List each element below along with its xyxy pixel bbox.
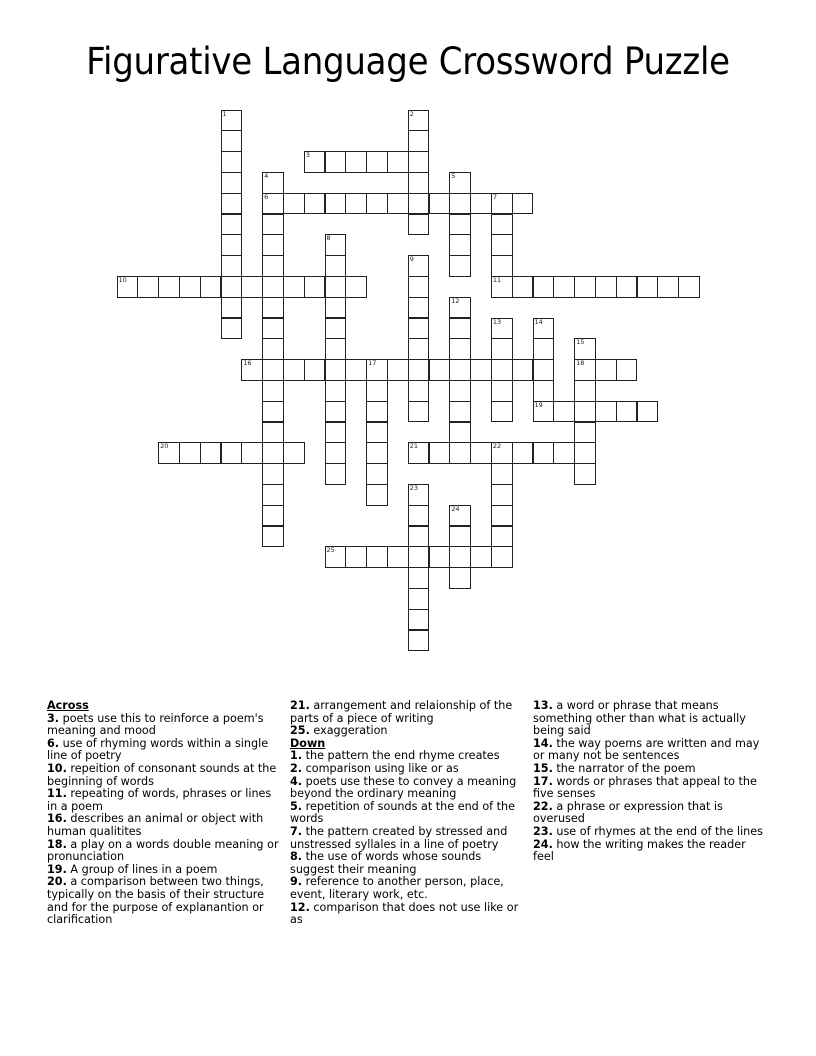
- clue-number: 24: [451, 504, 460, 513]
- clue-number: 8: [326, 234, 331, 243]
- grid-cell[interactable]: [325, 546, 347, 568]
- grid-cell[interactable]: [637, 276, 659, 298]
- grid-cell[interactable]: [408, 526, 430, 548]
- clue-number-label: 24.: [533, 837, 553, 851]
- clue-text: a phrase or expression that is overused: [533, 799, 723, 826]
- grid-cell[interactable]: [491, 276, 513, 298]
- clue-number-label: 14.: [533, 736, 553, 750]
- grid-cell[interactable]: [449, 526, 471, 548]
- clue-number-label: 22.: [533, 799, 553, 813]
- grid-cell[interactable]: [408, 546, 430, 568]
- grid-cell[interactable]: [408, 214, 430, 236]
- grid-cell[interactable]: [262, 338, 284, 360]
- clue-number-label: 8.: [290, 850, 303, 864]
- grid-cell[interactable]: [158, 442, 180, 464]
- across-clue: [290, 700, 522, 725]
- grid-cell[interactable]: [325, 234, 347, 256]
- clue-text: poets use this to reinforce a poem's meaning and mood: [47, 711, 264, 738]
- grid-cell[interactable]: [325, 401, 347, 423]
- grid-cell[interactable]: [345, 151, 367, 173]
- grid-cell[interactable]: [533, 359, 555, 381]
- grid-cell[interactable]: [408, 401, 430, 423]
- grid-cell[interactable]: [616, 359, 638, 381]
- grid-cell[interactable]: [512, 193, 534, 215]
- clue-text: comparison using like or as: [302, 761, 459, 775]
- grid-cell[interactable]: [449, 214, 471, 236]
- clue-text: a word or phrase that means something other than what is actually being said: [533, 699, 746, 738]
- clue-number: 2: [409, 109, 414, 118]
- grid-cell[interactable]: [408, 151, 430, 173]
- grid-cell[interactable]: [449, 193, 471, 215]
- clue-number: 12: [451, 296, 460, 305]
- across-clue: [47, 876, 279, 926]
- grid-cell[interactable]: [637, 401, 659, 423]
- grid-cell[interactable]: [262, 401, 284, 423]
- grid-cell[interactable]: [262, 442, 284, 464]
- grid-cell[interactable]: [491, 338, 513, 360]
- grid-cell[interactable]: [491, 463, 513, 485]
- grid-cell[interactable]: [491, 484, 513, 506]
- clues-column-3: [533, 700, 765, 864]
- grid-cell[interactable]: [533, 401, 555, 423]
- grid-cell[interactable]: [387, 151, 409, 173]
- grid-cell[interactable]: [221, 130, 243, 152]
- down-clue-list-continued: [533, 700, 765, 864]
- clue-number: 21: [409, 442, 418, 451]
- clue-number: 14: [534, 317, 543, 326]
- clue-number-label: 18.: [47, 837, 67, 851]
- grid-cell[interactable]: [262, 463, 284, 485]
- clue-text: describes an animal or object with human qualitites: [47, 812, 264, 838]
- down-clue: [533, 700, 765, 738]
- down-clue: [290, 876, 522, 901]
- down-clue: [290, 776, 522, 801]
- grid-cell[interactable]: [221, 172, 243, 194]
- grid-cell[interactable]: [262, 505, 284, 527]
- clue-number-label: 11.: [47, 787, 67, 801]
- grid-cell[interactable]: [449, 234, 471, 256]
- grid-cell[interactable]: [325, 359, 347, 381]
- grid-cell[interactable]: [200, 276, 222, 298]
- clue-text: use of rhymes at the end of the lines: [552, 824, 763, 838]
- clue-number: 13: [492, 317, 502, 326]
- grid-cell[interactable]: [449, 380, 471, 402]
- grid-cell[interactable]: [366, 193, 388, 215]
- grid-cell[interactable]: [262, 359, 284, 381]
- grid-cell[interactable]: [221, 193, 243, 215]
- grid-cell[interactable]: [304, 193, 326, 215]
- grid-cell[interactable]: [262, 234, 284, 256]
- across-clue-list: [47, 713, 279, 927]
- grid-cell[interactable]: [262, 422, 284, 444]
- grid-cell[interactable]: [449, 255, 471, 277]
- grid-cell[interactable]: [449, 297, 471, 319]
- grid-cell[interactable]: [491, 234, 513, 256]
- clues-column-1: [47, 700, 279, 927]
- grid-cell[interactable]: [366, 442, 388, 464]
- grid-cell[interactable]: [345, 546, 367, 568]
- clue-text: the pattern the end rhyme creates: [302, 749, 500, 763]
- grid-cell[interactable]: [491, 546, 513, 568]
- clue-number-label: 2.: [290, 761, 303, 775]
- down-header: Down: [290, 736, 326, 750]
- grid-cell[interactable]: [325, 318, 347, 340]
- clue-number: 7: [492, 192, 498, 201]
- grid-cell[interactable]: [366, 422, 388, 444]
- grid-cell[interactable]: [221, 442, 243, 464]
- grid-cell[interactable]: [221, 110, 243, 132]
- grid-cell[interactable]: [553, 442, 575, 464]
- grid-cell[interactable]: [574, 276, 596, 298]
- grid-cell[interactable]: [429, 442, 451, 464]
- grid-cell[interactable]: [325, 151, 347, 173]
- grid-cell[interactable]: [429, 546, 451, 568]
- clue-text: exaggeration: [309, 724, 388, 738]
- grid-cell[interactable]: [595, 276, 617, 298]
- down-clue: [533, 839, 765, 864]
- grid-cell[interactable]: [429, 193, 451, 215]
- grid-cell[interactable]: [408, 276, 430, 298]
- down-clue: [290, 902, 522, 927]
- grid-cell[interactable]: [262, 318, 284, 340]
- grid-cell[interactable]: [449, 442, 471, 464]
- grid-cell[interactable]: [595, 359, 617, 381]
- grid-cell[interactable]: [221, 276, 243, 298]
- grid-cell[interactable]: [491, 505, 513, 527]
- clue-number: 6: [264, 192, 269, 201]
- clue-number-label: 10.: [47, 761, 67, 775]
- grid-cell[interactable]: [408, 172, 430, 194]
- grid-cell[interactable]: [304, 276, 326, 298]
- down-clue: [533, 776, 765, 801]
- clue-number-label: 21.: [290, 699, 310, 712]
- grid-cell[interactable]: [241, 442, 263, 464]
- grid-cell[interactable]: [449, 359, 471, 381]
- clue-number: 15: [576, 338, 585, 347]
- clue-number-label: 1.: [290, 749, 303, 763]
- clue-number: 17: [368, 359, 377, 368]
- clue-number-label: 13.: [533, 699, 553, 712]
- grid-cell[interactable]: [491, 526, 513, 548]
- grid-cell[interactable]: [262, 172, 284, 194]
- clue-number: 16: [243, 359, 252, 368]
- grid-cell[interactable]: [449, 338, 471, 360]
- across-clue: [47, 713, 279, 738]
- clue-number: 23: [409, 483, 418, 492]
- grid-cell[interactable]: [366, 359, 388, 381]
- clue-number: 11: [492, 275, 502, 284]
- grid-cell[interactable]: [533, 276, 555, 298]
- clue-number-label: 19.: [47, 862, 67, 876]
- clue-number-label: 5.: [290, 799, 303, 813]
- clue-number: 4: [264, 171, 269, 180]
- grid-cell[interactable]: [408, 338, 430, 360]
- grid-cell[interactable]: [491, 318, 513, 340]
- grid-cell[interactable]: [408, 609, 430, 631]
- clue-text: use of rhyming words within a single line of poetry: [47, 736, 269, 763]
- clue-number-label: 15.: [533, 761, 553, 775]
- grid-cell[interactable]: [408, 442, 430, 464]
- clue-text: the narrator of the poem: [552, 761, 696, 775]
- grid-cell[interactable]: [221, 214, 243, 236]
- clue-number-label: 4.: [290, 774, 303, 788]
- grid-cell[interactable]: [449, 172, 471, 194]
- grid-cell[interactable]: [325, 338, 347, 360]
- clue-number: 20: [160, 442, 169, 451]
- grid-cell[interactable]: [325, 276, 347, 298]
- grid-cell[interactable]: [533, 442, 555, 464]
- grid-cell[interactable]: [491, 255, 513, 277]
- grid-cell[interactable]: [366, 401, 388, 423]
- grid-cell[interactable]: [408, 297, 430, 319]
- clue-number: 10: [118, 275, 127, 284]
- grid-cell[interactable]: [470, 546, 492, 568]
- grid-cell[interactable]: [574, 401, 596, 423]
- grid-cell[interactable]: [117, 276, 139, 298]
- clue-number-label: 6.: [47, 736, 60, 750]
- grid-cell[interactable]: [241, 359, 263, 381]
- grid-cell[interactable]: [449, 401, 471, 423]
- clue-text: words or phrases that appeal to the five senses: [533, 774, 757, 801]
- grid-cell[interactable]: [325, 422, 347, 444]
- clue-number-label: 3.: [47, 711, 60, 725]
- down-clue: [290, 851, 522, 876]
- grid-cell[interactable]: [221, 234, 243, 256]
- grid-cell[interactable]: [449, 505, 471, 527]
- down-clue: [533, 801, 765, 826]
- grid-cell[interactable]: [616, 276, 638, 298]
- grid-cell[interactable]: [387, 359, 409, 381]
- grid-cell[interactable]: [262, 297, 284, 319]
- grid-cell[interactable]: [262, 380, 284, 402]
- clue-number: 3: [305, 151, 310, 160]
- across-clue: [47, 763, 279, 788]
- grid-cell[interactable]: [304, 151, 326, 173]
- grid-cell[interactable]: [595, 401, 617, 423]
- grid-cell[interactable]: [408, 110, 430, 132]
- down-clue: [533, 738, 765, 763]
- grid-cell[interactable]: [179, 442, 201, 464]
- clue-number-label: 20.: [47, 875, 67, 889]
- grid-cell[interactable]: [657, 276, 679, 298]
- clue-number: 18: [576, 359, 585, 368]
- clue-text: the way poems are written and may or many not be sentences: [533, 736, 760, 763]
- grid-cell[interactable]: [262, 255, 284, 277]
- grid-cell[interactable]: [262, 526, 284, 548]
- grid-cell[interactable]: [325, 380, 347, 402]
- clue-number: 5: [451, 171, 456, 180]
- grid-cell[interactable]: [345, 193, 367, 215]
- grid-cell[interactable]: [408, 588, 430, 610]
- clue-text: A group of lines in a poem: [66, 862, 218, 876]
- grid-cell[interactable]: [408, 130, 430, 152]
- grid-cell[interactable]: [366, 463, 388, 485]
- grid-cell[interactable]: [512, 359, 534, 381]
- grid-cell[interactable]: [512, 276, 534, 298]
- grid-cell[interactable]: [449, 318, 471, 340]
- clue-number-label: 9.: [290, 875, 303, 889]
- clue-text: the pattern created by stressed and unstressed syllales in a line of poetry: [290, 824, 508, 851]
- grid-cell[interactable]: [449, 567, 471, 589]
- grid-cell[interactable]: [345, 359, 367, 381]
- clue-text: how the writing makes the reader feel: [533, 837, 746, 864]
- grid-cell[interactable]: [408, 255, 430, 277]
- grid-cell[interactable]: [491, 193, 513, 215]
- across-clue-list-continued: [290, 700, 522, 738]
- clues-column-2: [290, 700, 522, 927]
- clue-number: 19: [534, 400, 543, 409]
- grid-cell[interactable]: [325, 193, 347, 215]
- grid-cell[interactable]: [491, 380, 513, 402]
- grid-cell[interactable]: [553, 401, 575, 423]
- grid-cell[interactable]: [158, 276, 180, 298]
- grid-cell[interactable]: [325, 463, 347, 485]
- clue-text: the use of words whose sounds suggest their meaning: [290, 850, 482, 876]
- grid-cell[interactable]: [283, 442, 305, 464]
- grid-cell[interactable]: [262, 193, 284, 215]
- across-clue: [290, 725, 522, 738]
- grid-cell[interactable]: [574, 359, 596, 381]
- grid-cell[interactable]: [221, 151, 243, 173]
- grid-cell[interactable]: [221, 318, 243, 340]
- grid-cell[interactable]: [366, 380, 388, 402]
- grid-cell[interactable]: [325, 442, 347, 464]
- grid-cell[interactable]: [408, 505, 430, 527]
- grid-cell[interactable]: [574, 338, 596, 360]
- down-clue: [290, 801, 522, 826]
- grid-cell[interactable]: [283, 359, 305, 381]
- clue-number-label: 25.: [290, 724, 310, 738]
- clue-number: 1: [222, 109, 227, 118]
- grid-cell[interactable]: [574, 422, 596, 444]
- grid-cell[interactable]: [574, 442, 596, 464]
- clue-number: 22: [492, 442, 502, 451]
- grid-cell[interactable]: [470, 442, 492, 464]
- grid-cell[interactable]: [449, 546, 471, 568]
- grid-cell[interactable]: [283, 276, 305, 298]
- grid-cell[interactable]: [449, 422, 471, 444]
- grid-cell[interactable]: [325, 255, 347, 277]
- grid-cell[interactable]: [678, 276, 700, 298]
- grid-cell[interactable]: [429, 359, 451, 381]
- clue-text: reference to another person, place, event, literary work, etc.: [290, 875, 504, 901]
- grid-cell[interactable]: [304, 359, 326, 381]
- grid-cell[interactable]: [325, 297, 347, 319]
- grid-cell[interactable]: [491, 214, 513, 236]
- grid-cell[interactable]: [470, 193, 492, 215]
- grid-cell[interactable]: [574, 463, 596, 485]
- down-clue-list: [290, 750, 522, 926]
- clue-text: arrangement and relaionship of the parts of a piece of writing: [290, 699, 513, 725]
- grid-cell[interactable]: [533, 380, 555, 402]
- grid-cell[interactable]: [408, 193, 430, 215]
- grid-cell[interactable]: [262, 276, 284, 298]
- grid-cell[interactable]: [491, 401, 513, 423]
- clue-text: repeition of consonant sounds at the beginning of words: [47, 761, 277, 788]
- grid-cell[interactable]: [408, 318, 430, 340]
- clue-number-label: 23.: [533, 824, 553, 838]
- grid-cell[interactable]: [616, 401, 638, 423]
- grid-cell[interactable]: [574, 380, 596, 402]
- grid-cell[interactable]: [491, 442, 513, 464]
- grid-cell[interactable]: [408, 567, 430, 589]
- clue-text: repeating of words, phrases or lines in a poem: [47, 787, 272, 813]
- grid-cell[interactable]: [200, 442, 222, 464]
- clue-text: comparison that does not use like or as: [290, 900, 519, 927]
- grid-cell[interactable]: [283, 193, 305, 215]
- clue-number-label: 16.: [47, 812, 67, 826]
- grid-cell[interactable]: [241, 276, 263, 298]
- grid-cell[interactable]: [262, 214, 284, 236]
- down-clue: [290, 826, 522, 851]
- across-header: Across: [47, 699, 89, 712]
- page-title: Figurative Language Crossword Puzzle: [86, 40, 730, 83]
- grid-cell[interactable]: [533, 318, 555, 340]
- grid-cell[interactable]: [179, 276, 201, 298]
- grid-cell[interactable]: [366, 151, 388, 173]
- grid-cell[interactable]: [553, 276, 575, 298]
- clue-number-label: 12.: [290, 900, 310, 914]
- grid-cell[interactable]: [470, 359, 492, 381]
- grid-cell[interactable]: [345, 276, 367, 298]
- grid-cell[interactable]: [221, 255, 243, 277]
- grid-cell[interactable]: [387, 546, 409, 568]
- grid-cell[interactable]: [387, 193, 409, 215]
- grid-cell[interactable]: [408, 630, 430, 652]
- clue-text: a comparison between two things, typically on the basis of their structure and for the purpose of explanantion or clarification: [47, 875, 265, 927]
- across-clue: [47, 813, 279, 838]
- grid-cell[interactable]: [366, 484, 388, 506]
- grid-cell[interactable]: [221, 297, 243, 319]
- grid-cell[interactable]: [491, 359, 513, 381]
- grid-cell[interactable]: [137, 276, 159, 298]
- grid-cell[interactable]: [408, 484, 430, 506]
- clue-number-label: 17.: [533, 774, 553, 788]
- across-clue: [47, 788, 279, 813]
- clue-number-label: 7.: [290, 824, 303, 838]
- across-clue: [47, 738, 279, 763]
- grid-cell[interactable]: [408, 359, 430, 381]
- clue-number: 9: [409, 255, 414, 264]
- grid-cell[interactable]: [408, 380, 430, 402]
- grid-cell[interactable]: [366, 546, 388, 568]
- grid-cell[interactable]: [533, 338, 555, 360]
- clue-text: poets use these to convey a meaning beyond the ordinary meaning: [290, 774, 517, 801]
- clue-text: repetition of sounds at the end of the words: [290, 799, 516, 826]
- grid-cell[interactable]: [262, 484, 284, 506]
- grid-cell[interactable]: [512, 442, 534, 464]
- across-clue: [47, 839, 279, 864]
- clue-number: 25: [326, 546, 335, 555]
- clue-text: a play on a words double meaning or pronunciation: [47, 837, 279, 864]
